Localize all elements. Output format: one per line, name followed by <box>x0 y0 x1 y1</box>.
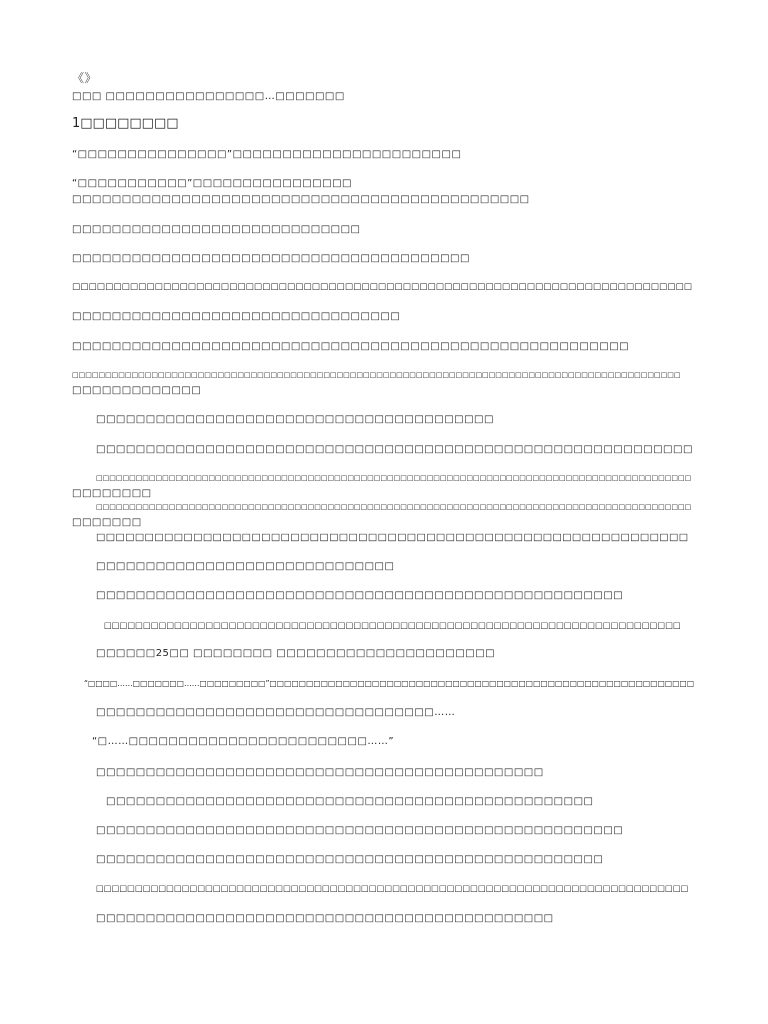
paragraph-line: □□□□□□□□□□□□□□□□□□□□□□□□□□□□□□□□□□…… <box>96 707 456 718</box>
paragraph-line: □□□□□□□□□□□□□□□□□□□□□□□□□□□□□□□□□□□□□□□□□□□□□□□□□□□□□□□□□□□□□□□□□□□□□□□□□□□□□□□□□□□□□□□□□□□□ <box>72 371 681 379</box>
section-heading: 1□□□□□□□□ <box>72 116 179 131</box>
paragraph-line: □□□□□□□□□□□□□□□□□□□□□□□□□□□□□□□□□□□□□□□□□□□□□□ <box>96 913 554 924</box>
paragraph-line: “□□□□□□□□□□□”□□□□□□□□□□□□□□□□ <box>72 178 352 189</box>
paragraph-line: □□□□□□□□□□□□□□□□□□□□□□□□□□□□□□□□□□□□□□□□□□□□□□□□□□□□□□□□□□□□□ <box>96 532 689 543</box>
paragraph-line: □□□□□□□□□□□□□□□□□□□□□□□□□□□□□□□□□□□□□□□□□□□□□□□□□□□□□ <box>96 825 624 836</box>
paragraph-line: □□□□□□□□□□□□□□□□□□□□□□□□□□□□□□□□□□□□□□□□□□□□□□□□□□□□□□□□□□□□□□□□□□□□□□□□□□□□□□□□□□□□□□□□□□ <box>96 474 692 482</box>
paragraph-line: □□□□□□□□□□□□□□□□□□□□□□□□□□□□□□□□□□□□□□□□□□□□□□□□□□□□□ <box>96 590 624 601</box>
paragraph-line: □□□□□□□□□□□□□□□□□□□□□□□□□□□□□ <box>72 224 361 235</box>
paragraph-line: □□□□□□□□□□□□□□□□□□□□□□□□□□□□□□□□□□□□□□□□□□□□□□□□□□□□□□□□□□□□□□□□□□□□□□□□□□□□□□□□□□□□□□□□□□ <box>96 503 692 511</box>
paragraph-line: □□□□□□□□ <box>72 488 152 499</box>
paragraph-line: □□□□□□□□□□□□□□□□□□□□□□□□□□□□□□□□□□□□□□□□□□□□□□□□□□□ <box>96 854 604 865</box>
paragraph-line: □□□□□□□□□□□□□□□□□□□□□□□□□□□□□□□□□□□□□□□□□□□□□□□□□□□□□□□□□□□□ <box>96 444 693 455</box>
paragraph-line: □□□□□□□□□□□□□□□□□□□□□□□□□□□□□□□□□□□□□□□□ <box>72 253 470 264</box>
paragraph-line: “□□□□□□□□□□□□□□□”□□□□□□□□□□□□□□□□□□□□□□□ <box>72 149 462 160</box>
paragraph-line: □□□□□□□□□□□□□□□□□□□□□□□□□□□□□□□□□□□□□□□□□□□□□□ <box>72 194 530 205</box>
paragraph-line: □□□□□□□□□□□□□□□□□□□□□□□□□□□□□□□□□□□□□□□□□□□□□□□□□□□□□□□□ <box>72 341 630 352</box>
paragraph-line: □□□□□□□□□□□□□□□□□□□□□□□□□□□□□□□□□□□□□□□□□□□□□□□□□ <box>106 796 594 807</box>
paragraph-line: “□□□□……□□□□□□□……□□□□□□□□□”□□□□□□□□□□□□□□□□□□□□□□□□□□□□□□□□□□□□□□□□□□□□□□□□□□□□□□□□□□ <box>84 679 695 688</box>
paragraph-line: □□□□□□□□□□□□□□□□□□□□□□□□□□□□□□□□□□□□□□□□□□□□□ <box>96 767 544 778</box>
paragraph-line: “□……□□□□□□□□□□□□□□□□□□□□□□□□……” <box>92 736 395 747</box>
paragraph-line: □□□□□□□□□□□□□□□□□□□□□□□□□□□□□□ <box>96 561 395 572</box>
document-subtitle: □□□ □□□□□□□□□□□□□□□□…□□□□□□□ <box>72 91 345 102</box>
paragraph-line: □□□□□□□□□□□□□□□□□□□□□□□□□□□□□□□□□□□□□□□□□□□□□□□□□□□□□□□□□□□□□□□□□□□□□□□□□□ <box>104 620 681 630</box>
paragraph-line: □□□□□□□□□□□□□ <box>72 385 202 396</box>
paragraph-line: □□□□□□□□□□□□□□□□□□□□□□□□□□□□□□□□□ <box>72 311 401 322</box>
document-title: 《》 <box>72 71 98 85</box>
paragraph-line: □□□□□□25□□ □□□□□□□□ □□□□□□□□□□□□□□□□□□□□□□ <box>96 648 496 659</box>
paragraph-line: □□□□□□□□□□□□□□□□□□□□□□□□□□□□□□□□□□□□□□□□□□□□□□□□□□□□□□□□□□□□□□□□□□□□□□□□□□□ <box>72 282 693 292</box>
paragraph-line: □□□□□□□□□□□□□□□□□□□□□□□□□□□□□□□□□□□□□□□□ <box>96 414 494 425</box>
paragraph-line: □□□□□□□ <box>72 517 142 528</box>
paragraph-line: □□□□□□□□□□□□□□□□□□□□□□□□□□□□□□□□□□□□□□□□□□□□□□□□□□□□□□□□□□□□□□□□□□□□□□□□□□□□ <box>96 883 689 893</box>
